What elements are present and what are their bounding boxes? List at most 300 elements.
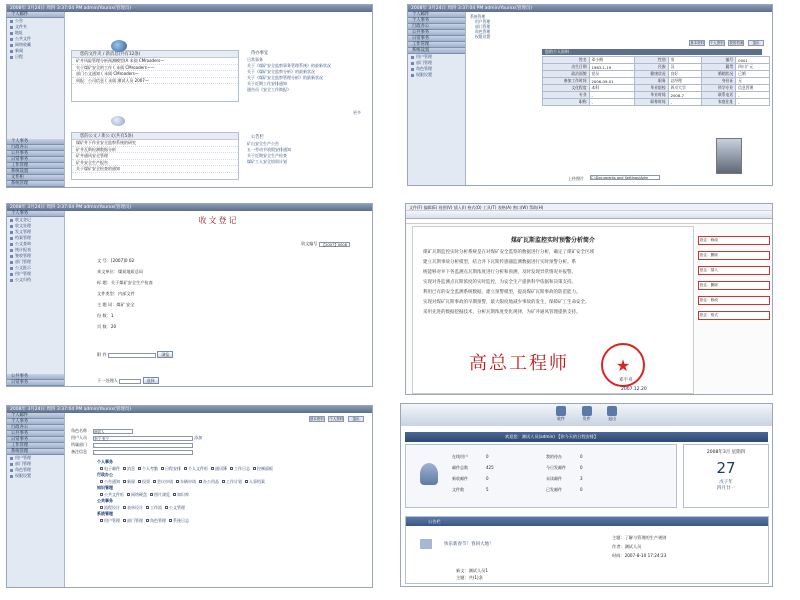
doc-paragraph[interactable]: 采用先进的数据挖掘技术，分析瓦斯浓度变化规律，为矿井通风管理提供支持。 — [423, 310, 581, 315]
permission-label: 日程安排 — [165, 465, 181, 471]
permission-checkbox[interactable] — [253, 467, 256, 470]
tab-exit[interactable]: 退出 — [748, 40, 764, 46]
next-field[interactable] — [119, 379, 141, 384]
comment-pane — [698, 226, 770, 394]
field-label: 备注信息 — [71, 449, 87, 454]
tab-basic[interactable]: 基本资料 — [309, 417, 324, 421]
sidebar-group[interactable]: 日常事务 — [408, 36, 465, 42]
permission-checkbox[interactable] — [161, 467, 164, 470]
sidebar-item[interactable]: 新闻 — [7, 48, 64, 54]
permission-label: 流程设计 — [104, 504, 120, 510]
permission-items — [91, 518, 291, 525]
sidebar-item[interactable]: 收文登记 — [7, 217, 64, 223]
add-link[interactable]: 添加 — [194, 435, 203, 440]
field-label: 毕业时间 — [634, 92, 668, 99]
exit-button[interactable] — [600, 406, 624, 422]
comment-balloon[interactable]: 批注：格式 — [698, 311, 770, 320]
sidebar-item[interactable]: 统计报表 — [7, 247, 64, 253]
comment-balloon[interactable]: 批注：修改 — [698, 296, 770, 305]
sidebar-item[interactable]: 网络收藏 — [7, 42, 64, 48]
form-row[interactable]: 文件类型：内部文件 — [97, 291, 135, 296]
list-item[interactable]: 通告员《安全工作简报》 — [247, 87, 291, 92]
attach-row — [97, 351, 173, 358]
profile-row — [543, 57, 770, 64]
sidebar-group[interactable]: 日常事务 — [7, 437, 64, 443]
role-dept-field[interactable]: - — [93, 443, 193, 448]
inbox-button[interactable] — [549, 406, 573, 422]
field-row — [71, 434, 202, 441]
field-label: 联系电话 — [702, 92, 736, 99]
screen-profile — [407, 4, 773, 186]
stat-row — [452, 462, 494, 473]
more-link[interactable]: 更多 — [353, 110, 361, 115]
inbox-icon — [556, 406, 566, 416]
sidebar-group[interactable]: 行政办公 — [408, 24, 465, 30]
permission-checkbox[interactable] — [184, 467, 187, 470]
sidebar-group[interactable]: 个人事务 — [7, 139, 64, 145]
field-value[interactable]: 四川大学 — [668, 85, 702, 92]
permission-checkbox[interactable] — [165, 506, 168, 509]
list-item[interactable]: 关于近期安全生产检查 — [247, 153, 287, 158]
sidebar-item[interactable]: 公文批示 — [7, 265, 64, 271]
doc-paragraph[interactable]: 实现对煤矿瓦斯事故的早期预警，最大限度地减少事故的发生，保障矿工生命安全。 — [423, 300, 590, 305]
list-item[interactable]: 五一劳动节放假安排通知 — [247, 147, 291, 152]
field-value[interactable]: 邓小梅 — [589, 57, 634, 64]
permission-label: 通讯簿 — [215, 465, 227, 471]
tree-node[interactable]: 角色管理 — [475, 29, 491, 34]
permission-label: 网络硬盘 — [131, 491, 147, 497]
exit-icon — [607, 406, 617, 416]
permission-label: 工作日志 — [234, 465, 250, 471]
sidebar-item[interactable]: 签收管理 — [7, 253, 64, 259]
notice-box — [243, 134, 369, 180]
sidebar-group[interactable]: 工作管理 — [408, 42, 465, 48]
attach-label: 附 件 — [97, 352, 107, 357]
stat-row — [452, 473, 494, 484]
sidebar-group[interactable]: 个人邮件 — [7, 12, 64, 18]
stat-label: 今日发邮件 — [546, 465, 566, 470]
permission-group-title: 公共事务 — [97, 498, 113, 503]
comment-balloon[interactable]: 批注：删除 — [698, 251, 770, 260]
role-name-field[interactable]: 测试人 — [93, 429, 133, 434]
sidebar-item[interactable]: 部门管理 — [7, 461, 64, 467]
field-row — [71, 441, 202, 448]
field-value[interactable]: - — [668, 99, 702, 106]
tree-node[interactable]: 权限设置 — [475, 34, 491, 39]
sidebar-item[interactable]: 公共文件 — [7, 36, 64, 42]
news-footer — [456, 567, 488, 581]
permission-checkbox[interactable] — [100, 493, 103, 496]
permission-group-title: 系统管理 — [97, 511, 113, 516]
permission-label: 用户管理 — [104, 517, 120, 523]
list-item[interactable]: 关于煤矿安全的工作 ( 未阅 CMroaders—— — [72, 65, 238, 72]
permission-checkbox[interactable] — [138, 467, 141, 470]
ruler — [406, 219, 772, 224]
permission-label: 系统日志 — [173, 517, 189, 523]
permission-label: 部门管理 — [127, 517, 143, 523]
field-value[interactable]: 1983-1-19 — [589, 64, 634, 71]
news-title-bar: 公告栏 — [406, 517, 768, 526]
mail-box — [71, 50, 239, 102]
permission-label: 工作流 — [150, 504, 162, 510]
field-value[interactable]: 党员 — [589, 71, 634, 78]
tab-exit[interactable]: 退出 — [348, 416, 364, 422]
page-title: 收文登记 — [198, 216, 239, 225]
form-row[interactable]: 标 题：关于煤矿安全生产检查 — [97, 280, 153, 285]
sidebar-item[interactable]: 发文管理 — [7, 229, 64, 235]
list-item[interactable]: 矿井安全生产报告 — [72, 160, 238, 167]
tab-personal[interactable]: 个人资料 — [329, 417, 344, 421]
sidebar — [408, 12, 466, 185]
menu-bar[interactable]: 文件(F) 编辑(E) 视图(V) 插入(I) 格式(O) 工具(T) 表格(A) 窗口(W) 帮助(H) — [406, 204, 772, 211]
field-value[interactable]: - — [736, 92, 770, 99]
permission-group-title: 个人事务 — [97, 459, 113, 464]
stat-value: 0 — [486, 476, 489, 481]
comment-balloon[interactable]: 批注：删除 — [698, 281, 770, 290]
stat-row — [452, 451, 494, 462]
sidebar-group[interactable]: 个人邮件 — [7, 413, 64, 419]
permission-checkbox[interactable] — [123, 467, 126, 470]
sidebar-item[interactable]: 公文查询 — [7, 241, 64, 247]
sidebar-group[interactable]: 工作管理 — [7, 443, 64, 449]
permission-label: 电子邮件 — [104, 465, 120, 471]
permission-checkbox[interactable] — [245, 480, 248, 483]
title-bar: 2008年 3月24日 周四 3:37:04 PM admin/Yourxx(管理员) — [7, 204, 372, 211]
field-value[interactable]: 良好 — [668, 71, 702, 78]
doc-paragraph[interactable]: 煤矿瓦斯监控实时分析系统是在对煤矿安全监察的数据进行分析，确定了煤矿安全区域 — [423, 250, 594, 255]
attach-field[interactable] — [108, 353, 156, 358]
list-item[interactable]: 矿山安全生产公告 — [247, 141, 279, 146]
stat-label: 未读邮件 — [546, 476, 562, 481]
todo-box — [243, 50, 369, 112]
doc-paragraph[interactable]: 实现对各监测点瓦斯浓度的实时监控，为安全生产提供科学依据和决策支持。 — [423, 280, 576, 285]
stat-row — [546, 451, 583, 462]
sidebar-group[interactable]: 个人事务 — [408, 18, 465, 24]
upload-label: 上传照片 — [568, 176, 584, 181]
permission-label: 新闻 — [127, 478, 135, 484]
browse-button[interactable]: 浏览 — [157, 351, 173, 358]
permission-checkbox[interactable] — [100, 480, 103, 483]
field-value[interactable]: 信息管理 — [736, 85, 770, 92]
sidebar — [7, 413, 65, 587]
field-value[interactable]: 无 — [736, 78, 770, 85]
doc-number-label: 收文编号 — [301, 241, 318, 246]
form — [97, 255, 153, 332]
permission-checkbox[interactable] — [123, 480, 126, 483]
screen-home — [6, 4, 373, 188]
permission-items — [91, 479, 291, 486]
tab-archive[interactable]: 我的档案 — [729, 41, 744, 45]
doc-paragraph[interactable]: 建立瓦斯事故分析模型，结合井下瓦斯传感器监测数据进行实时预警分析。系 — [423, 260, 576, 265]
calendar-lunar: 四月廿一 — [717, 486, 735, 491]
news-subject: 主题：了解与管理的生产规则 — [612, 535, 667, 540]
footer-count: 主题：共(1)条 — [456, 575, 483, 580]
news-item[interactable]: 快乐新春节！春回大地！ — [444, 542, 494, 547]
permission-items — [91, 466, 291, 473]
permission-checkbox[interactable] — [146, 506, 149, 509]
form-row[interactable]: 来文单位：煤炭地质总局 — [97, 269, 144, 274]
field-value[interactable]: 汉 — [668, 64, 702, 71]
permission-checkbox[interactable] — [153, 480, 156, 483]
field-label: 编号 — [702, 57, 736, 64]
field-label: 性别 — [634, 57, 668, 64]
field-label: 职称时间 — [634, 99, 668, 106]
field-value[interactable]: 2006-09-01 — [589, 78, 634, 85]
profile-row — [543, 99, 770, 106]
sidebar-group[interactable]: 系统设置 — [408, 48, 465, 54]
permission-group-title: 知识管理 — [97, 485, 113, 490]
field-label: 职务 — [634, 78, 668, 85]
handwritten-signature: 高总工程师 — [469, 353, 569, 374]
field-value[interactable]: 四川广元 — [736, 64, 770, 71]
field-label: 婚姻状况 — [702, 71, 736, 78]
tab-personal[interactable]: 个人资料 — [709, 41, 724, 45]
sidebar-item[interactable]: 收文处理 — [7, 223, 64, 229]
globe-icon — [111, 40, 127, 52]
doc-number — [301, 241, 350, 247]
role-users-field[interactable]: 李宁 张宁 — [93, 436, 193, 441]
list-item[interactable]: 矿井瓦斯检测数据分析 — [72, 147, 238, 154]
calendar-card — [683, 444, 769, 508]
sidebar-group[interactable]: 公共事务 — [408, 30, 465, 36]
news-meta — [612, 533, 666, 560]
permission-checkbox[interactable] — [100, 506, 103, 509]
permission-label: 投票 — [142, 478, 150, 484]
permission-label: 工作计划 — [226, 478, 242, 484]
field-label: 所学专业 — [702, 85, 736, 92]
sidebar-item[interactable]: 用户管理 — [408, 54, 465, 60]
permission-checkbox[interactable] — [146, 519, 149, 522]
stat-value: 425 — [486, 465, 494, 470]
permission-checkbox[interactable] — [199, 480, 202, 483]
sidebar-item[interactable]: 权限设置 — [7, 473, 64, 479]
sidebar-item[interactable]: 角色管理 — [7, 467, 64, 473]
permission-checkbox[interactable] — [100, 519, 103, 522]
footer-author: 新文：测试人员1 — [456, 568, 488, 573]
form-row[interactable]: 份 数：1 — [97, 313, 114, 318]
comment-balloon[interactable]: 批注：修改 — [698, 236, 770, 245]
permission-checkbox[interactable] — [222, 480, 225, 483]
permission-checkbox[interactable] — [123, 519, 126, 522]
tab-basic[interactable]: 基本资料 — [690, 41, 705, 45]
next-label: 下一处理人 — [97, 378, 118, 383]
field-value[interactable]: - — [589, 99, 634, 106]
sidebar-item[interactable]: 公文归档 — [7, 277, 64, 283]
role-fields — [71, 427, 202, 455]
field-value[interactable]: 男 — [668, 57, 702, 64]
folder-tree — [470, 14, 490, 39]
field-value[interactable]: - — [736, 99, 770, 106]
sidebar-group[interactable]: 个人事务 — [7, 419, 64, 425]
sidebar-group[interactable]: 系统管理 — [7, 181, 64, 187]
inbox-label: 收件 — [556, 416, 565, 421]
title-bar: 2008年 3月24日 周四 3:37:04 PM admin/Yourxx(管理员) — [7, 5, 372, 12]
box-title: 公告栏 — [251, 135, 264, 140]
sidebar-item[interactable]: 部门管理 — [408, 60, 465, 66]
list-item[interactable]: 关于《煤矿安全监察事务管理系统》的最新状况 — [247, 63, 331, 68]
tree-node[interactable]: 部门管理 — [475, 24, 491, 29]
field-value[interactable]: 0001 — [736, 57, 770, 64]
permission-label: 表单设计 — [127, 504, 143, 510]
stat-label: 新收邮件 — [452, 476, 468, 481]
sidebar-group[interactable]: 日常事务 — [7, 380, 64, 386]
field-label: 毕业院校 — [634, 85, 668, 92]
profile-row — [543, 78, 770, 85]
permission-checkbox[interactable] — [176, 480, 179, 483]
sidebar-group[interactable]: 行政办公 — [7, 145, 64, 151]
tree-node[interactable]: 系统管理 — [470, 14, 486, 19]
list-item[interactable]: 矿井风险管理分析预测模型(A 未阅 CMroaders— — [72, 58, 238, 65]
permission-group-title: 行政办公 — [97, 472, 113, 477]
profile-row — [543, 85, 770, 92]
sidebar-group[interactable]: 日常事务 — [7, 157, 64, 163]
permission-checkbox[interactable] — [211, 467, 214, 470]
upload-path-field[interactable]: C:\Documents and Settings\Adm — [590, 175, 660, 180]
comment-balloon[interactable]: 批注：插入 — [698, 266, 770, 275]
sidebar-item[interactable]: 用户管理 — [7, 271, 64, 277]
stats-left — [452, 451, 494, 495]
permission-checkbox[interactable] — [138, 480, 141, 483]
permission-checkbox[interactable] — [169, 519, 172, 522]
permission-label: 会议申请 — [157, 478, 173, 484]
sidebar-group[interactable]: 文件柜 — [7, 175, 64, 181]
calendar-head: 2008年3月 星期四 — [706, 450, 746, 455]
stats-card — [405, 444, 677, 508]
toolbar — [406, 211, 772, 219]
field-label: 籍贯 — [702, 64, 736, 71]
sidebar-item[interactable]: 用户管理 — [7, 455, 64, 461]
list-item[interactable]: 周报：公司信息 ( 未阅 测试人员 2007— — [72, 78, 238, 85]
signer-name: 邓宇舟 — [619, 378, 633, 383]
field-label: 用户人员 — [71, 435, 87, 440]
permission-label: 角色管理 — [150, 517, 166, 523]
stat-value: 0 — [580, 487, 583, 492]
sidebar-item[interactable]: 权限设置 — [408, 72, 465, 78]
list-item[interactable]: 部门公文通知 ( 未阅 CMroaders— — [72, 71, 238, 78]
permission-checkbox[interactable] — [173, 493, 176, 496]
sidebar-item[interactable]: 部门管理 — [7, 259, 64, 265]
sidebar-group[interactable]: 公共事务 — [7, 151, 64, 157]
doc-paragraph[interactable]: 统能够对井下各监测点瓦斯浓度进行分析和预测，及时发现异常情况并报警。 — [423, 270, 576, 275]
sidebar-group[interactable]: 工作管理 — [7, 163, 64, 169]
news-time: 时间：2007-8-10 17:24:23 — [612, 553, 667, 558]
select-button[interactable]: 选择 — [143, 377, 159, 384]
doc-box — [71, 132, 239, 180]
sidebar-group[interactable]: 个人事务 — [7, 211, 64, 217]
exit-label: 退出 — [608, 416, 617, 421]
field-label: 健康状况 — [634, 71, 668, 78]
box-title: 待办事宜 — [251, 51, 269, 56]
list-item[interactable]: 关于《煤矿安全监察分析》的最新状况 — [247, 69, 315, 74]
permission-checkbox[interactable] — [150, 493, 153, 496]
outbox-button[interactable] — [575, 406, 599, 422]
role-note-field[interactable]: - — [93, 450, 193, 455]
permission-label: 消息 — [127, 465, 135, 471]
screen-receive-doc — [6, 203, 373, 387]
list-item[interactable]: 矿井通风安全管理 — [72, 153, 238, 160]
sidebar-group[interactable]: 行政办公 — [7, 425, 64, 431]
field-label: 参加工作时间 — [543, 78, 590, 85]
permission-checkbox[interactable] — [100, 467, 103, 470]
sidebar-item[interactable]: 文件夹 — [7, 24, 64, 30]
field-label: 民族 — [634, 64, 668, 71]
next-row — [97, 377, 159, 384]
screen-portal — [400, 403, 773, 587]
title-bar: 2008年 3月24日 周四 3:37:04 PM admin/Yourxx(管理员) — [408, 5, 772, 12]
stat-label: 文件数 — [452, 487, 464, 492]
permission-checkbox[interactable] — [230, 467, 233, 470]
field-value[interactable]: 已婚 — [736, 71, 770, 78]
stat-row — [546, 484, 583, 495]
screen-word-doc — [405, 203, 773, 395]
list-item[interactable]: 日常事务 — [247, 57, 263, 62]
box-title: 您的公文 / 新公文(共有5条) — [72, 133, 238, 140]
field-value[interactable]: 本科 — [589, 85, 634, 92]
screen-role-permission — [6, 405, 373, 588]
sidebar-item[interactable]: 角色管理 — [408, 66, 465, 72]
field-label: 所属部门 — [71, 442, 87, 447]
tab-bar — [687, 40, 764, 46]
doc-number-field[interactable]: 【2007】0008 — [319, 242, 350, 247]
field-label: 姓名 — [543, 57, 590, 64]
sidebar-item[interactable]: 日程 — [7, 54, 64, 60]
sidebar-item[interactable]: 地址 — [7, 30, 64, 36]
field-value[interactable]: 2008-7 — [668, 92, 702, 99]
photo — [716, 138, 742, 174]
doc-paragraph[interactable]: 利用已有的安全监测系统数据，建立预警模型，提高煤矿瓦斯事故的防范能力。 — [423, 290, 581, 295]
sidebar-group[interactable]: 公共事务 — [7, 374, 64, 380]
document-area — [412, 226, 694, 394]
form-row[interactable]: 主 题 词：煤矿 安全 — [97, 302, 135, 307]
field-label: 文化程度 — [543, 85, 590, 92]
list-item[interactable]: 关于近期工作安排通知 — [247, 81, 287, 86]
field-row — [71, 448, 202, 455]
sidebar-group[interactable]: 系统管理 — [7, 449, 64, 455]
sign-date: 2007.12.20 — [621, 387, 647, 392]
sidebar-item[interactable]: 档案管理 — [7, 235, 64, 241]
sidebar-group[interactable]: 个人邮件 — [408, 12, 465, 18]
form-row[interactable]: 文 号：[2007]0 02 — [97, 258, 135, 263]
list-item[interactable]: 煤矿工人安全培训计划 — [247, 159, 287, 164]
tree-node[interactable]: 用户管理 — [475, 19, 491, 24]
list-item[interactable]: 关于煤矿安全检查的通知 — [72, 166, 238, 173]
field-label: 身份证 — [702, 78, 736, 85]
list-item[interactable]: 关于《煤矿安全监察管理分析》的最新状况 — [247, 75, 323, 80]
permission-label: 控制面板 — [257, 465, 273, 471]
list-item[interactable]: 煤矿井下作业安全监察系统的研究 — [72, 140, 238, 147]
stat-label: 我的待办 — [546, 454, 562, 459]
sidebar-group[interactable]: 系统设置 — [7, 169, 64, 175]
profile-row — [543, 71, 770, 78]
sidebar-item[interactable]: 公告 — [7, 18, 64, 24]
tab-bar — [307, 416, 364, 422]
permission-label: 个人考勤 — [142, 465, 158, 471]
permission-checkbox[interactable] — [127, 493, 130, 496]
top-toolbar — [401, 404, 772, 426]
title-bar: 2008年 3月24日 周四 3:37:04 PM admin/Yourxx(管理员) — [7, 406, 372, 413]
field-value[interactable]: 总经理 — [668, 78, 702, 85]
field-row — [71, 427, 202, 434]
doc-title: 煤矿瓦斯监控实时预警分析简介 — [510, 237, 595, 244]
stat-value: 0 — [580, 465, 583, 470]
welcome-bar — [405, 432, 768, 442]
form-row[interactable]: 页 数：20 — [97, 324, 117, 329]
field-value[interactable]: - — [589, 92, 634, 99]
outbox-label: 发件 — [582, 416, 591, 421]
permission-checkbox[interactable] — [123, 506, 126, 509]
sidebar-group[interactable]: 公共事务 — [7, 431, 64, 437]
permission-label: 办公用品 — [203, 478, 219, 484]
